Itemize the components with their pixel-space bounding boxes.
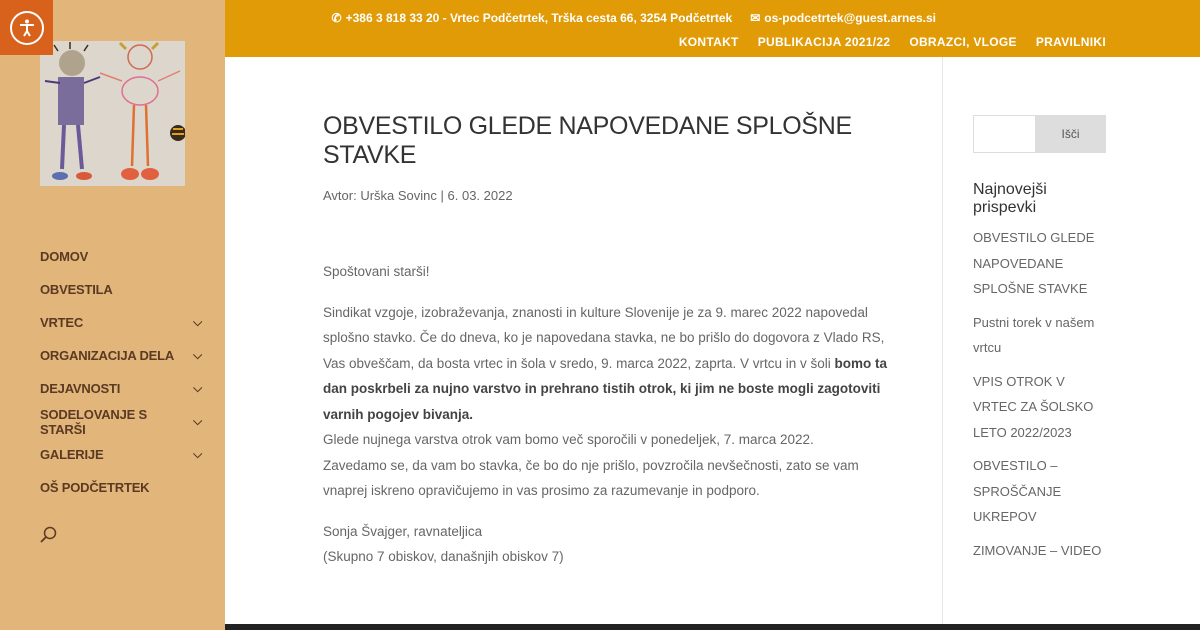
sidebar-item-label: SODELOVANJE S STARŠI [40,406,147,437]
sidebar-item-label: DOMOV [40,249,89,264]
recent-post-link[interactable]: OBVESTILO – SPROŠČANJE UKREPOV [973,458,1062,524]
sidebar-item-vrtec[interactable] [40,306,210,339]
menu-item-publikacija[interactable]: PUBLIKACIJA 2021/22 [757,35,891,49]
accessibility-button[interactable] [0,0,53,55]
search-icon[interactable] [40,526,60,546]
menu-item-obrazci[interactable]: OBRAZCI, VLOGE [909,35,1017,49]
sidebar-item-label: VRTEC [40,315,84,330]
chevron-down-icon[interactable]: ⌵ [193,348,202,362]
search-input[interactable] [973,115,1035,153]
site-logo[interactable] [40,41,185,186]
post-title: OBVESTILO GLEDE NAPOVEDANE SPLOŠNE STAVKE [323,112,852,169]
sidebar-item-label: DEJAVNOSTI [40,381,121,396]
chevron-down-icon[interactable]: ⌵ [193,381,202,395]
envelope-icon: ✉ [750,11,761,25]
post-signature: Sonja Švajger, ravnateljica [323,523,483,539]
sidebar-item-domov[interactable] [40,240,210,273]
top-menu [679,35,1106,49]
email-text: os-podcetrtek@guest.arnes.si [764,11,936,25]
chevron-down-icon[interactable]: ⌵ [193,414,202,428]
contact-info [332,11,936,25]
post-text: Glede nujnega varstva otrok vam bomo več sporočili v ponedeljek, 7. marca 2022. [323,432,814,447]
search-button[interactable]: Išči [1035,115,1106,153]
contact-email[interactable] [750,11,936,25]
post-content [323,112,903,585]
post-bold-text: bomo ta dan poskrbeli za nujno varstvo in prehrano tistih otrok, ki jim ne boste mogli zagotoviti varnih pogojev bivanja. [323,355,887,422]
children-drawing-image [40,41,185,186]
menu-item-pravilniki[interactable]: PRAVILNIKI [1035,35,1106,49]
sidebar-item-sodelovanje-s-starsi[interactable] [40,405,210,438]
recent-posts-list [973,225,1106,563]
chevron-down-icon[interactable]: ⌵ [193,447,202,461]
top-header [225,0,1200,57]
recent-post-link[interactable]: VPIS OTROK V VRTEC ZA ŠOLSKO LETO 2022/2023 [973,373,1094,440]
post-paragraph [323,300,903,504]
visit-counter: (Skupno 7 obiskov, današnjih obiskov 7) [323,549,564,564]
sidebar [0,0,225,630]
sidebar-item-os-podcetrtek[interactable] [40,471,210,504]
sidebar-item-organizacija-dela[interactable] [40,339,210,372]
sidebar-item-label: OŠ PODČETRTEK [40,480,150,495]
footer-bar [225,624,1200,630]
right-sidebar [973,115,1106,571]
post-body [323,259,903,570]
sidebar-item-obvestila[interactable] [40,273,210,306]
sidebar-item-dejavnosti[interactable] [40,372,210,405]
search-widget [973,115,1106,153]
chevron-down-icon[interactable]: ⌵ [193,315,202,329]
sidebar-item-label: OBVESTILA [40,282,113,297]
sidebar-item-label: GALERIJE [40,447,104,462]
post-meta: Avtor: Urška Sovinc | 6. 03. 2022 [323,188,513,203]
post-text: Sindikat vzgoje, izobraževanja, znanosti in kulture Slovenije je za 9. marec 2022 napovedal splošno stavko. Če do dneva, ko je napovedana stavka, ne bo prišlo do dogovora z Vlado RS, Vas obveščam, da bosta vrtec in šola v sredo, 9. marca 2022, zaprta. V vrtcu in v šoli [323,304,885,371]
phone-icon: ✆ [331,11,342,25]
sidebar-item-label: ORGANIZACIJA DELA [40,348,175,363]
post-text: Zavedamo se, da vam bo stavka, če bo do nje prišlo, povzročila nevšečnosti, zato se vam vnaprej iskreno opravičujemo in vas prosimo za razumevanje in podporo. [323,457,859,498]
phone-text: +386 3 818 33 20 - Vrtec Podčetrtek, Trška cesta 66, 3254 Podčetrtek [345,11,733,25]
content-divider [942,57,943,630]
sidebar-item-galerije[interactable] [40,438,210,471]
accessibility-icon [10,11,44,45]
post-greeting: Spoštovani starši! [323,264,430,279]
recent-post-link[interactable]: Pustni torek v našem vrtcu [973,314,1095,355]
contact-phone[interactable] [332,11,733,25]
recent-post-link[interactable]: OBVESTILO GLEDE NAPOVEDANE SPLOŠNE STAVKE [973,230,1095,296]
menu-item-kontakt[interactable]: KONTAKT [678,35,739,49]
recent-post-link[interactable]: ZIMOVANJE – VIDEO [973,542,1102,558]
post-signature-block [323,519,903,570]
recent-posts-title: Najnovejši prispevki [973,181,1047,216]
sidebar-nav [40,240,210,504]
